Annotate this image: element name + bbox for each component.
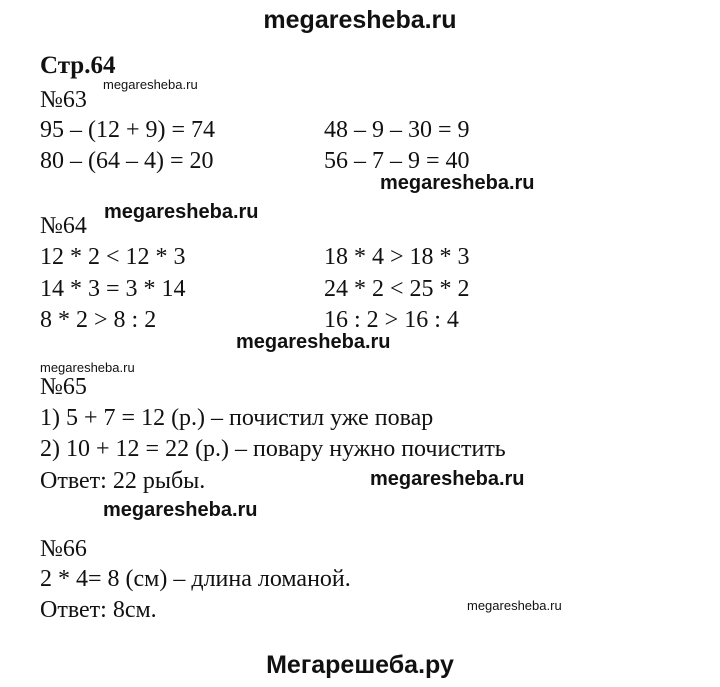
ex64-right-line: 24 * 2 < 25 * 2 <box>324 276 470 302</box>
exercise-64-number: №64 <box>40 213 87 239</box>
ex63-right-line: 48 – 9 – 30 = 9 <box>324 117 470 143</box>
ex64-left-line: 14 * 3 = 3 * 14 <box>40 276 186 302</box>
ex66-answer: Ответ: 8см. <box>40 597 157 623</box>
watermark-small: megaresheba.ru <box>40 360 135 375</box>
watermark-bold: megaresheba.ru <box>104 201 259 223</box>
exercise-65-number: №65 <box>40 374 87 400</box>
ex65-answer: Ответ: 22 рыбы. <box>40 468 206 494</box>
exercise-66-number: №66 <box>40 536 87 562</box>
ex64-left-line: 8 * 2 > 8 : 2 <box>40 307 157 333</box>
footer-brand: Мегарешеба.ру <box>266 651 454 679</box>
ex65-line: 1) 5 + 7 = 12 (р.) – почистил уже повар <box>40 405 434 431</box>
exercise-63-number: №63 <box>40 87 87 113</box>
watermark-small: megaresheba.ru <box>467 598 562 613</box>
header-watermark: megaresheba.ru <box>263 6 457 34</box>
page-title: Стр.64 <box>40 52 116 79</box>
watermark-bold: megaresheba.ru <box>236 331 391 353</box>
ex63-left-line: 95 – (12 + 9) = 74 <box>40 117 216 143</box>
ex63-left-line: 80 – (64 – 4) = 20 <box>40 148 214 174</box>
ex64-left-line: 12 * 2 < 12 * 3 <box>40 244 186 270</box>
ex66-line: 2 * 4= 8 (см) – длина ломаной. <box>40 566 351 592</box>
watermark-bold: megaresheba.ru <box>380 172 535 194</box>
ex65-line: 2) 10 + 12 = 22 (р.) – повару нужно почистить <box>40 436 506 462</box>
watermark-bold: megaresheba.ru <box>370 468 525 490</box>
watermark-small: megaresheba.ru <box>103 77 198 92</box>
ex64-right-line: 18 * 4 > 18 * 3 <box>324 244 470 270</box>
watermark-bold: megaresheba.ru <box>103 499 258 521</box>
ex63-right-line: 56 – 7 – 9 = 40 <box>324 148 470 174</box>
ex64-right-line: 16 : 2 > 16 : 4 <box>324 307 459 333</box>
